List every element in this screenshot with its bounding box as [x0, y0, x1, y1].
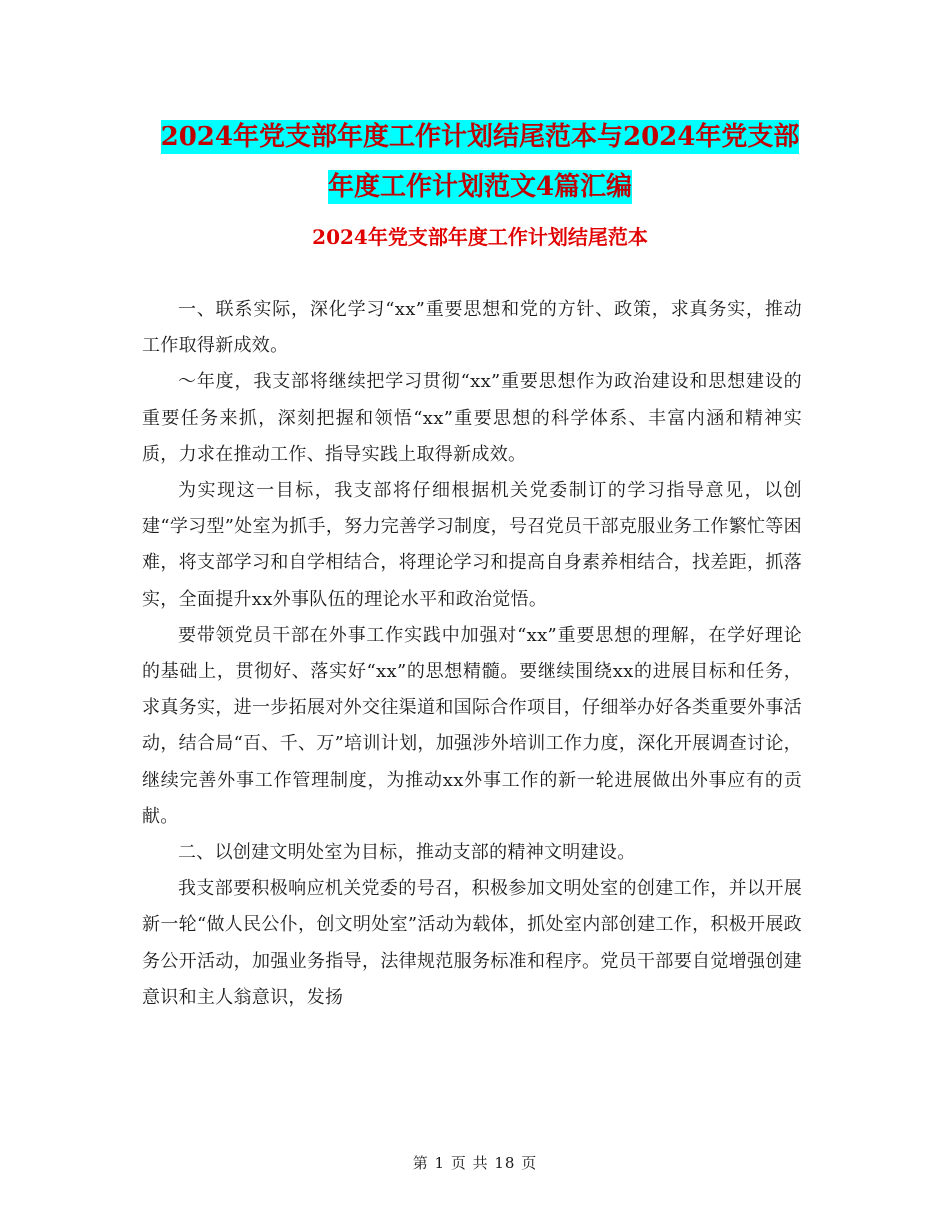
paragraph: 为实现这一目标，我支部将仔细根据机关党委制订的学习指导意见，以创建“学习型”处室为抓手，努力完善学习制度，号召党员干部克服业务工作繁忙等困难，将支部学习和自学相结合，将理论学习和提高自身素养相结合，找差距，抓落实，全面提升xx外事队伍的理论水平和政治觉悟。	[142, 480, 802, 610]
document-title-line-1: 2024年党支部年度工作计划结尾范本与2024年党支部	[160, 122, 800, 152]
paragraph: 二、以创建文明处室为目标，推动支部的精神文明建设。	[178, 842, 636, 864]
document-body	[142, 292, 802, 1016]
page-footer: 第 1 页 共 18 页	[412, 1154, 538, 1172]
paragraph: 要带领党员干部在外事工作实践中加强对“xx”重要思想的理解，在学好理论的基础上，贯彻好、落实好“xx”的思想精髓。要继续围绕xx的进展目标和任务，求真务实，进一步拓展对外交往渠道和国际合作项目，仔细举办好各类重要外事活动，结合局“百、千、万”培训计划，加强涉外培训工作力度，深化开展调查讨论，继续完善外事工作管理制度，为推动xx外事工作的新一轮进展做出外事应有的贡献。	[142, 624, 802, 827]
document-title	[140, 112, 820, 212]
document-title-line-2: 年度工作计划范文4篇汇编	[327, 172, 633, 202]
paragraph: ～年度，我支部将继续把学习贯彻“xx”重要思想作为政治建设和思想建设的重要任务来抓，深刻把握和领悟“xx”重要思想的科学体系、丰富内涵和精神实质，力求在推动工作、指导实践上取得新成效。	[142, 371, 802, 465]
paragraph: 我支部要积极响应机关党委的号召，积极参加文明处室的创建工作，并以开展新一轮“做人民公仆，创文明处室”活动为载体，抓处室内部创建工作，积极开展政务公开活动，加强业务指导，法律规范服务标准和程序。党员干部要自觉增强创建意识和主人翁意识，发扬	[142, 878, 802, 1008]
section-title: 2024年党支部年度工作计划结尾范本	[312, 225, 648, 249]
paragraph: 一、联系实际，深化学习“xx”重要思想和党的方针、政策，求真务实，推动工作取得新成效。	[142, 299, 802, 357]
